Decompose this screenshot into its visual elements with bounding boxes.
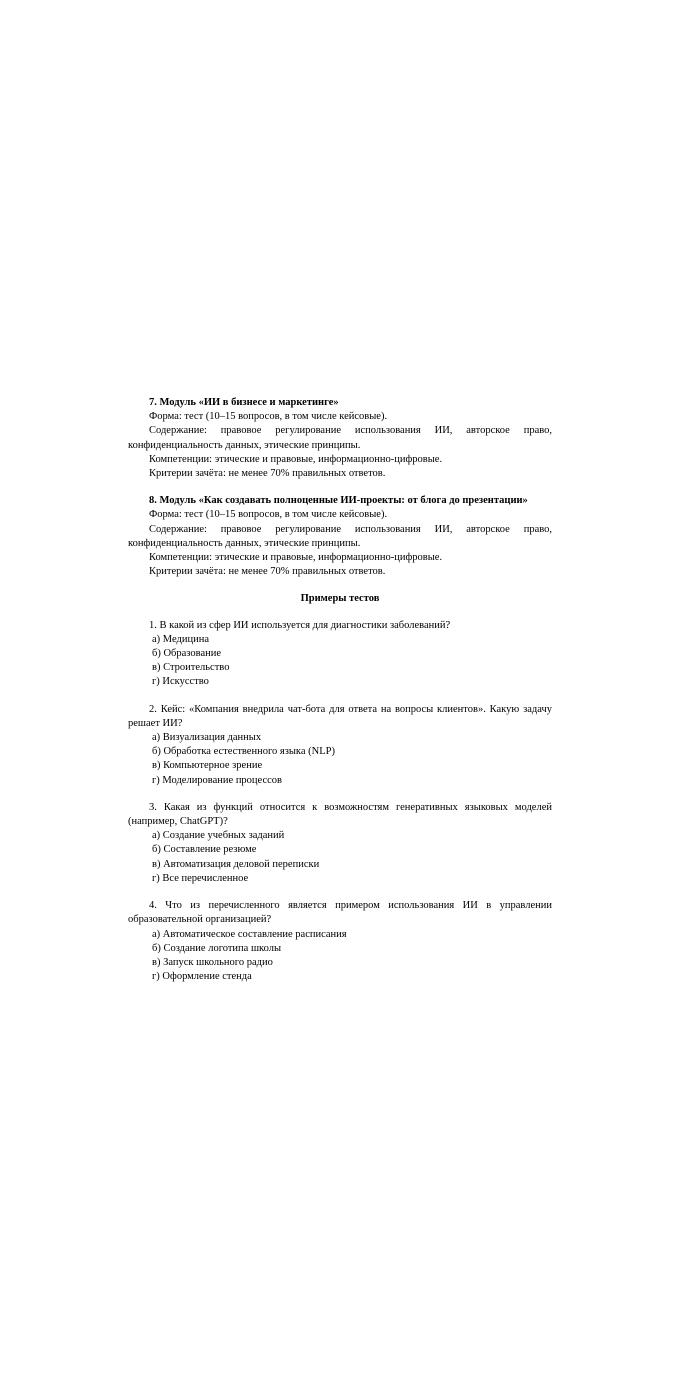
question-option: в) Строительство [152,662,230,674]
section-title-examples: Примеры тестов [300,593,380,605]
question-option: в) Запуск школьного радио [152,956,273,968]
question-option: б) Создание логотипа школы [152,942,282,954]
module-section [128,494,552,579]
question-option: а) Автоматическое составление расписания [152,928,347,940]
document-body [128,396,552,997]
question-option: г) Искусство [152,676,209,688]
question-option: а) Создание учебных заданий [152,830,285,842]
question-option: а) Медицина [152,633,209,645]
question-option: б) Образование [152,648,222,660]
module-section [128,396,552,481]
module-competencies-line: Компетенции: этические и правовые, информационно-цифровые. [149,453,443,465]
question-text: 2. Кейс: «Компания внедрила чат-бота для ответа на вопросы клиентов». Какую задачу решает ИИ? [128,703,552,729]
question-text: 1. В какой из сфер ИИ используется для диагностики заболеваний? [149,619,451,631]
module-content-line: Содержание: правовое регулирование использования ИИ, авторское право, конфиденциальность данных, этические принципы. [128,425,552,451]
question-item [128,703,552,788]
module-criteria-line: Критерии зачёта: не менее 70% правильных ответов. [149,468,386,480]
question-option: б) Обработка естественного языка (NLP) [152,746,335,758]
module-content-line: Содержание: правовое регулирование использования ИИ, авторское право, конфиденциальность данных, этические принципы. [128,523,552,549]
question-item [128,801,552,886]
question-item [128,619,552,690]
question-text: 3. Какая из функций относится к возможностям генеративных языковых моделей (например, ChatGPT)? [128,801,552,828]
question-option: в) Автоматизация деловой переписки [152,858,320,870]
module-heading: 8. Модуль «Как создавать полноценные ИИ-проекты: от блога до презентации» [149,495,528,507]
module-competencies-line: Компетенции: этические и правовые, информационно-цифровые. [149,552,443,564]
question-option: г) Все перечисленное [152,872,249,884]
question-option: г) Оформление стенда [152,971,252,983]
module-form-line: Форма: тест (10–15 вопросов, в том числе кейсовые). [149,509,388,521]
question-item [128,899,552,984]
question-option: а) Визуализация данных [152,732,262,744]
module-heading: 7. Модуль «ИИ в бизнесе и маркетинге» [149,397,339,408]
question-option: в) Компьютерное зрение [152,760,263,772]
question-option: б) Составление резюме [152,844,257,856]
module-criteria-line: Критерии зачёта: не менее 70% правильных ответов. [149,566,386,578]
question-text: 4. Что из перечисленного является примером использования ИИ в управлении образовательной организацией? [128,900,552,926]
question-option: г) Моделирование процессов [152,774,283,786]
module-form-line: Форма: тест (10–15 вопросов, в том числе кейсовые). [149,411,388,423]
